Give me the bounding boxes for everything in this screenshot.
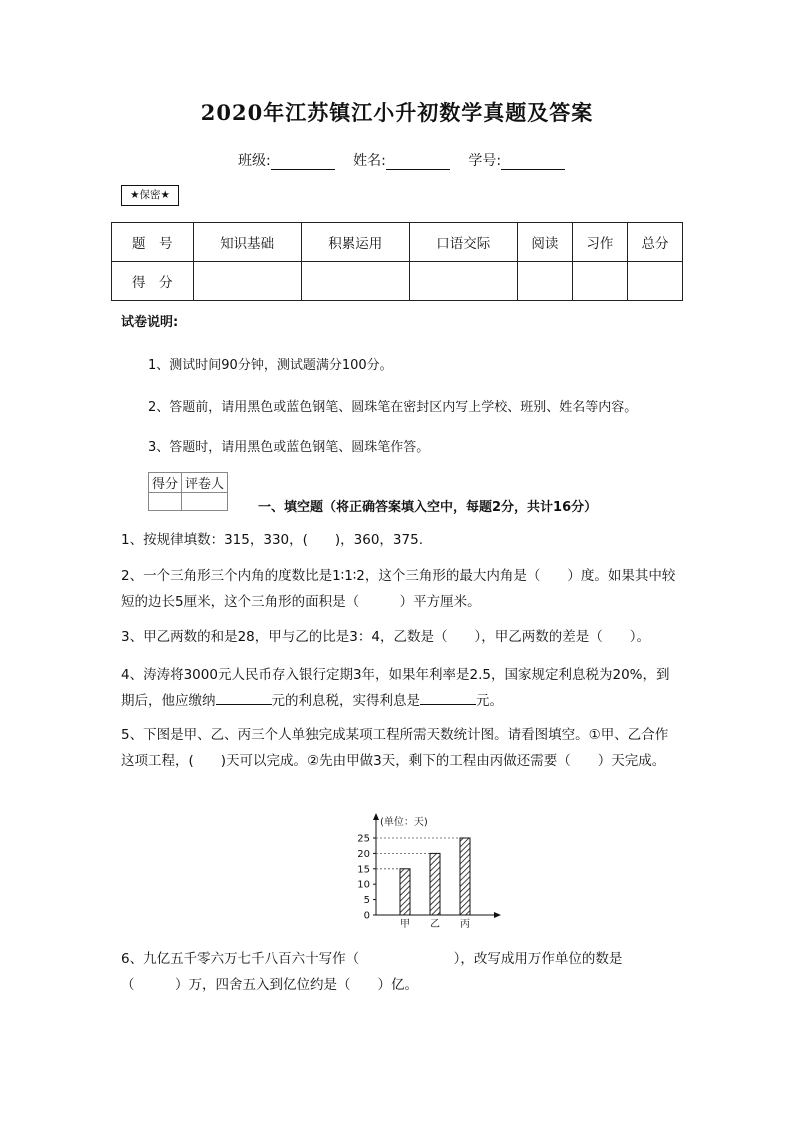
score-header-cell: 知识基础 [193,223,301,262]
question-3: 3、甲乙两数的和是28，甲与乙的比是3：4，乙数是（ ），甲乙两数的差是（ ）。 [121,629,650,645]
page-title: 2020年江苏镇江小升初数学真题及答案 [200,100,594,125]
grader-name-cell[interactable] [182,493,228,511]
note-item: 2、答题前，请用黑色或蓝色钢笔、圆珠笔在密封区内写上学校、班别、姓名等内容。 [148,400,638,415]
bar-0 [400,869,410,915]
grader-name-label: 评卷人 [182,473,228,493]
x-axis-arrow [494,912,501,918]
score-header-cell: 阅读 [517,223,572,262]
question-4-text-a: 4、涛涛将3000元人民币存入银行定期3年，如果年利率是2.5，国家规定利息税为20%，到期后，他应缴纳 [121,667,670,709]
score-header-cell: 题 号 [112,223,194,262]
student-info-line [238,150,579,170]
question-6: 6、九亿五千零六万七千八百六十写作（ ），改写成用万作单位的数是（ ）万，四舍五入到亿位约是（ ）亿。 [121,951,623,993]
class-blank[interactable] [271,155,335,170]
question-4 [121,662,681,714]
work-days-bar-chart [336,812,506,930]
note-item: 3、答题时，请用黑色或蓝色钢笔、圆珠笔作答。 [148,440,430,455]
score-cell[interactable] [409,262,517,301]
y-tick-label: 5 [363,895,370,907]
score-cell[interactable] [193,262,301,301]
category-label: 丙 [460,919,470,930]
score-table [111,222,683,301]
class-field: 班级: [238,150,335,170]
score-header-cell: 口语交际 [409,223,517,262]
answer-blank[interactable] [216,690,272,705]
question-5: 5、下图是甲、乙、丙三个人单独完成某项工程所需天数统计图。请看图填空。①甲、乙合作这项工程，( )天可以完成。②先由甲做3天，剩下的工程由丙做还需要（ ）天完成。 [121,727,669,769]
student-id-blank[interactable] [501,155,565,170]
student-id-field: 学号: [468,150,565,170]
score-header-cell: 习作 [572,223,627,262]
score-cell[interactable] [301,262,409,301]
grader-score-cell[interactable] [149,493,182,511]
score-table-score-row [112,262,683,301]
confidential-badge: ★保密★ [121,185,179,206]
score-cell[interactable] [572,262,627,301]
name-field: 姓名: [353,150,450,170]
grader-score-label: 得分 [149,473,182,493]
chart-unit-label: (单位：天) [380,817,428,828]
question-2: 2、一个三角形三个内角的度数比是1∶1∶2，这个三角形的最大内角是（ ）度。如果其中较短的边长5厘米，这个三角形的面积是（ ）平方厘米。 [121,568,676,610]
score-cell[interactable] [517,262,572,301]
y-tick-label: 25 [357,833,370,845]
bar-2 [460,838,470,915]
bar-1 [430,853,440,915]
answer-blank[interactable] [420,690,476,705]
y-tick-label: 20 [357,848,370,860]
y-tick-label: 0 [363,910,370,922]
score-header-cell: 总分 [627,223,682,262]
y-tick-label: 15 [357,864,370,876]
section-heading: 一、填空题（将正确答案填入空中，每题2分，共计16分） [258,500,598,515]
y-tick-label: 10 [357,879,370,891]
score-row-label: 得 分 [112,262,194,301]
grader-table [148,472,228,511]
category-label: 乙 [430,919,440,930]
score-cell[interactable] [627,262,682,301]
notes-title: 试卷说明: [121,315,179,330]
question-4-text-b: 元的利息税，实得利息是 [271,693,420,709]
question-1: 1、按规律填数：315，330，( )，360，375. [121,532,423,548]
y-axis-arrow [373,813,379,820]
score-header-cell: 积累运用 [301,223,409,262]
name-blank[interactable] [386,155,450,170]
score-table-header-row [112,223,683,262]
question-4-text-c: 元。 [476,693,503,709]
note-item: 1、测试时间90分钟，测试题满分100分。 [148,358,393,373]
category-label: 甲 [400,919,410,930]
